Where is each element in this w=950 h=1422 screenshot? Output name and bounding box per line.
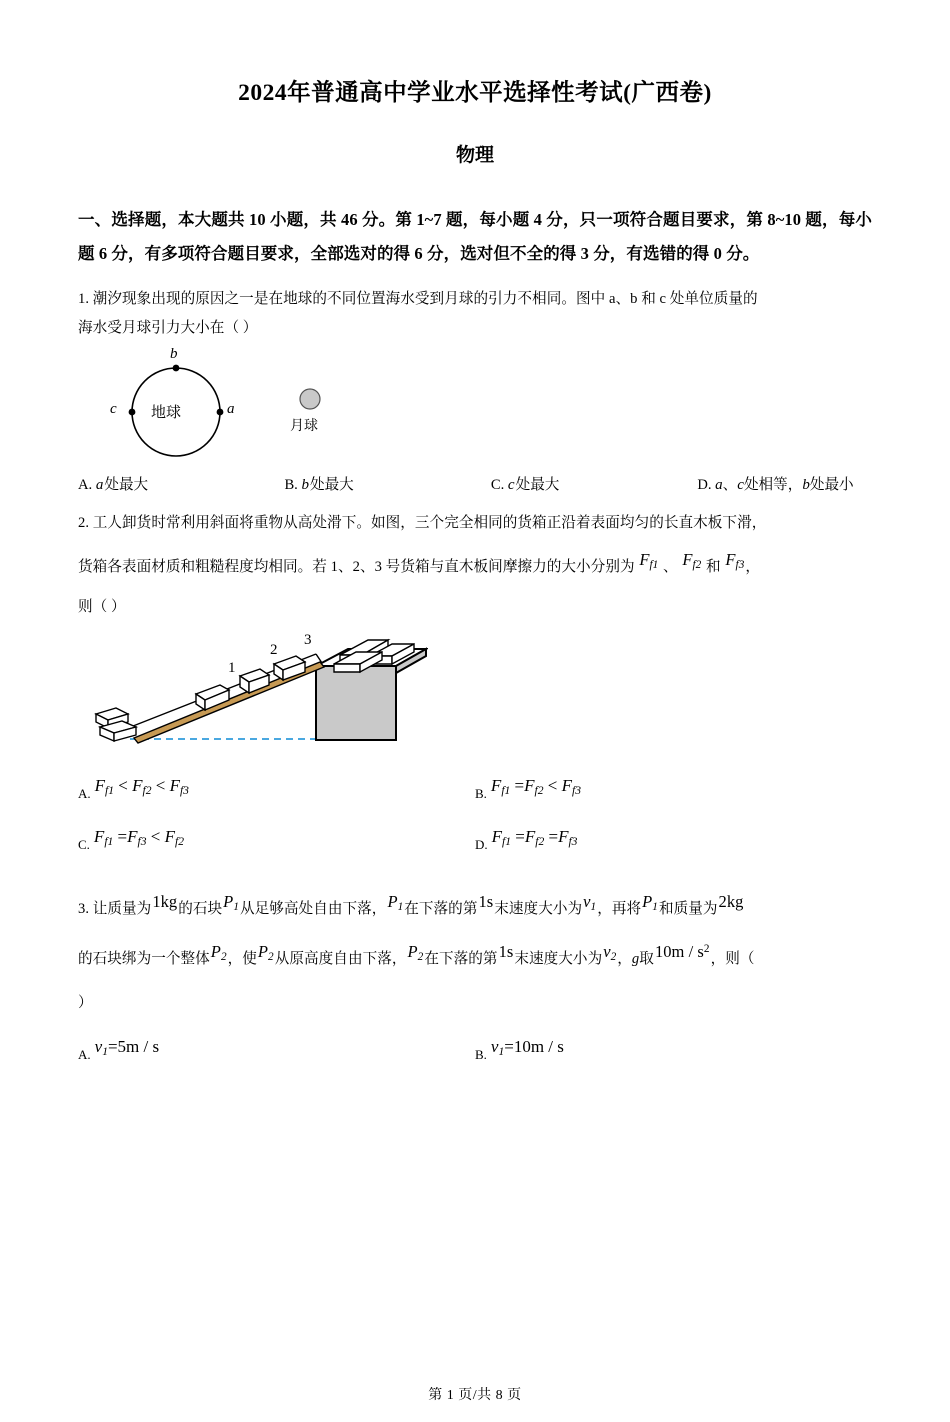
q3-m-g: g: [631, 950, 640, 967]
sep-3: ，: [745, 558, 761, 575]
question-3-line-3: ）: [78, 995, 93, 1012]
moon-circle: [300, 389, 320, 409]
option-1-C-text: 处最大: [515, 477, 560, 494]
question-1-line-1: 1. 潮汐现象出现的原因之一是在地球的不同位置海水受到月球的引力不相同。图中 a、b 和 c 处单位质量的: [78, 290, 758, 307]
q3-t7: 和质量为: [658, 901, 718, 918]
option-1-D-text: 处相等，: [743, 477, 803, 494]
q3-t6: ，再将: [597, 901, 642, 918]
figure-incline: [88, 631, 872, 759]
q3-t2: 的石块: [178, 901, 223, 918]
page-footer: 第 1 页/共 8 页: [428, 1388, 522, 1403]
symbol-Ff3: $F_{f3}$: [725, 549, 745, 571]
q3-m-1s-a: 1s: [478, 892, 494, 912]
q3-t8: 的石块绑为一个整体: [78, 950, 210, 967]
option-2-A-expr: $F_{f1} < F_{f2} < F_{f3}$: [94, 775, 189, 797]
q3-t12: 末速度大小为: [514, 950, 603, 967]
q3-t3: 从足够高处自由下落，: [239, 901, 387, 918]
earth-moon-svg: [96, 349, 436, 461]
option-2-C-letter: C.: [78, 837, 90, 853]
option-2-C-expr: $F_{f1} =F_{f3} < F_{f2}$: [93, 826, 184, 849]
incline-svg: [88, 631, 428, 756]
point-a-marker: [217, 409, 224, 416]
q3-t15: ，则（: [710, 950, 755, 967]
q3-m-2kg: 2kg: [718, 892, 744, 912]
option-1-B-text: 处最大: [309, 477, 354, 494]
label-point-a: a: [227, 401, 235, 418]
option-1-A-text: 处最大: [104, 477, 149, 494]
option-2-B[interactable]: [475, 775, 872, 802]
q3-t9: ，使: [227, 950, 257, 967]
option-3-B-letter: B.: [475, 1047, 487, 1063]
q3-t11: 在下落的第: [424, 950, 498, 967]
q3-t5: 末速度大小为: [494, 901, 583, 918]
question-1-options: [78, 473, 872, 494]
question-2-line-3: 则（ ）: [78, 599, 126, 616]
option-1-D-letter: D.: [697, 477, 712, 494]
q3-t10: 从原高度自由下落，: [274, 950, 407, 967]
point-b-marker: [173, 365, 180, 372]
sep-1: 、: [663, 558, 678, 575]
option-1-A[interactable]: A. a处最大: [78, 477, 149, 494]
exam-page: [0, 78, 950, 1422]
option-3-A[interactable]: [78, 1036, 475, 1063]
question-3-options: [78, 1036, 872, 1063]
sep-2: 和: [706, 558, 721, 575]
question-2-line-1: 2. 工人卸货时常利用斜面将重物从高处滑下。如图，三个完全相同的货箱正沿着表面均匀的长直木板下滑，: [78, 515, 767, 532]
option-2-D-expr: $F_{f1} =F_{f2} =F_{f3}$: [491, 826, 578, 849]
q3-m-P1-c: $P_1$: [642, 892, 658, 914]
option-1-A-letter: A.: [78, 477, 93, 494]
incline-box-label-3: 3: [304, 631, 312, 648]
symbol-Ff1: $F_{f1}$: [639, 549, 659, 571]
option-2-A[interactable]: [78, 775, 475, 802]
page-title: 2024年普通高中学业水平选择性考试(广西卷): [238, 80, 712, 106]
question-2-options: [78, 775, 872, 853]
option-3-B-expr: $v_1=10m / s$: [490, 1036, 564, 1059]
q3-m-P2-b: $P_2$: [257, 941, 274, 963]
label-moon: 月球: [290, 419, 318, 435]
question-3-line-2: [78, 933, 872, 983]
symbol-Ff2: $F_{f2}$: [682, 549, 702, 571]
q3-m-v1: $v_1$: [583, 892, 597, 914]
label-earth: 地球: [151, 405, 182, 422]
q3-m-P2-c: $P_2$: [407, 941, 424, 963]
question-3-options-row-1: [78, 1036, 872, 1063]
question-2-line-2-text: 货箱各表面材质和粗糙程度均相同。若 1、2、3 号货箱与直木板间摩擦力的大小分别为: [78, 558, 635, 575]
q3-m-1kg: 1kg: [152, 892, 178, 912]
question-3: [78, 883, 872, 1026]
q3-t1: 3. 让质量为: [78, 901, 152, 918]
option-2-B-letter: B.: [475, 785, 487, 801]
q3-m-gravity: $10m / s^2$: [654, 941, 710, 961]
question-2-line-2: [78, 544, 872, 589]
option-1-B[interactable]: B. b处最大: [284, 477, 354, 494]
option-2-A-letter: A.: [78, 785, 91, 801]
option-2-B-expr: $F_{f1} =F_{f2} < F_{f3}$: [490, 775, 581, 797]
option-2-D[interactable]: [475, 826, 872, 853]
label-point-c: c: [110, 401, 117, 418]
option-1-D[interactable]: D. a、c处相等，b处最小: [697, 477, 854, 494]
option-3-B[interactable]: [475, 1036, 872, 1063]
section-instructions: 一、选择题，本大题共 10 小题，共 46 分。第 1~7 题，每小题 4 分，只一项符合题目要求，第 8~10 题，每小题 6 分，有多项符合题目要求，全部选对的得 6 分，选对但不全的得 3 分，有选错的得 0 分。: [78, 210, 872, 264]
incline-box-label-1: 1: [228, 659, 236, 676]
q3-m-P1-a: $P_1$: [223, 892, 239, 914]
option-2-C[interactable]: [78, 826, 475, 853]
option-3-A-expr: $v_1=5m / s$: [94, 1036, 160, 1059]
point-c-marker: [129, 409, 136, 416]
question-2-options-row-2: [78, 826, 872, 853]
option-3-A-letter: A.: [78, 1047, 91, 1063]
incline-box-label-2: 2: [270, 641, 278, 658]
q3-m-P2-a: $P_2$: [210, 941, 227, 963]
q3-m-1s-b: 1s: [498, 941, 514, 961]
option-1-B-letter: B.: [284, 477, 298, 494]
q3-t14: 取: [639, 950, 654, 967]
option-2-D-letter: D.: [475, 837, 488, 853]
option-1-C-letter: C.: [490, 477, 505, 494]
q3-t4: 在下落的第: [404, 901, 478, 918]
label-point-b: b: [170, 346, 178, 363]
question-1-line-2: 海水受月球引力大小在（ ）: [78, 320, 258, 337]
question-1: [78, 285, 872, 343]
question-3-line-1: [78, 883, 872, 933]
option-1-C[interactable]: C. c处最大: [490, 477, 560, 494]
figure-earth-moon: [96, 346, 872, 461]
question-2: [78, 504, 872, 627]
q3-m-v2: $v_2$: [603, 941, 617, 963]
plank-top-end: [316, 654, 322, 663]
q3-m-P1-b: $P_1$: [387, 892, 404, 914]
question-2-options-row-1: [78, 775, 872, 802]
q3-t13: ，: [617, 950, 632, 967]
platform-block: [316, 666, 396, 740]
subject-title: 物理: [455, 144, 494, 166]
